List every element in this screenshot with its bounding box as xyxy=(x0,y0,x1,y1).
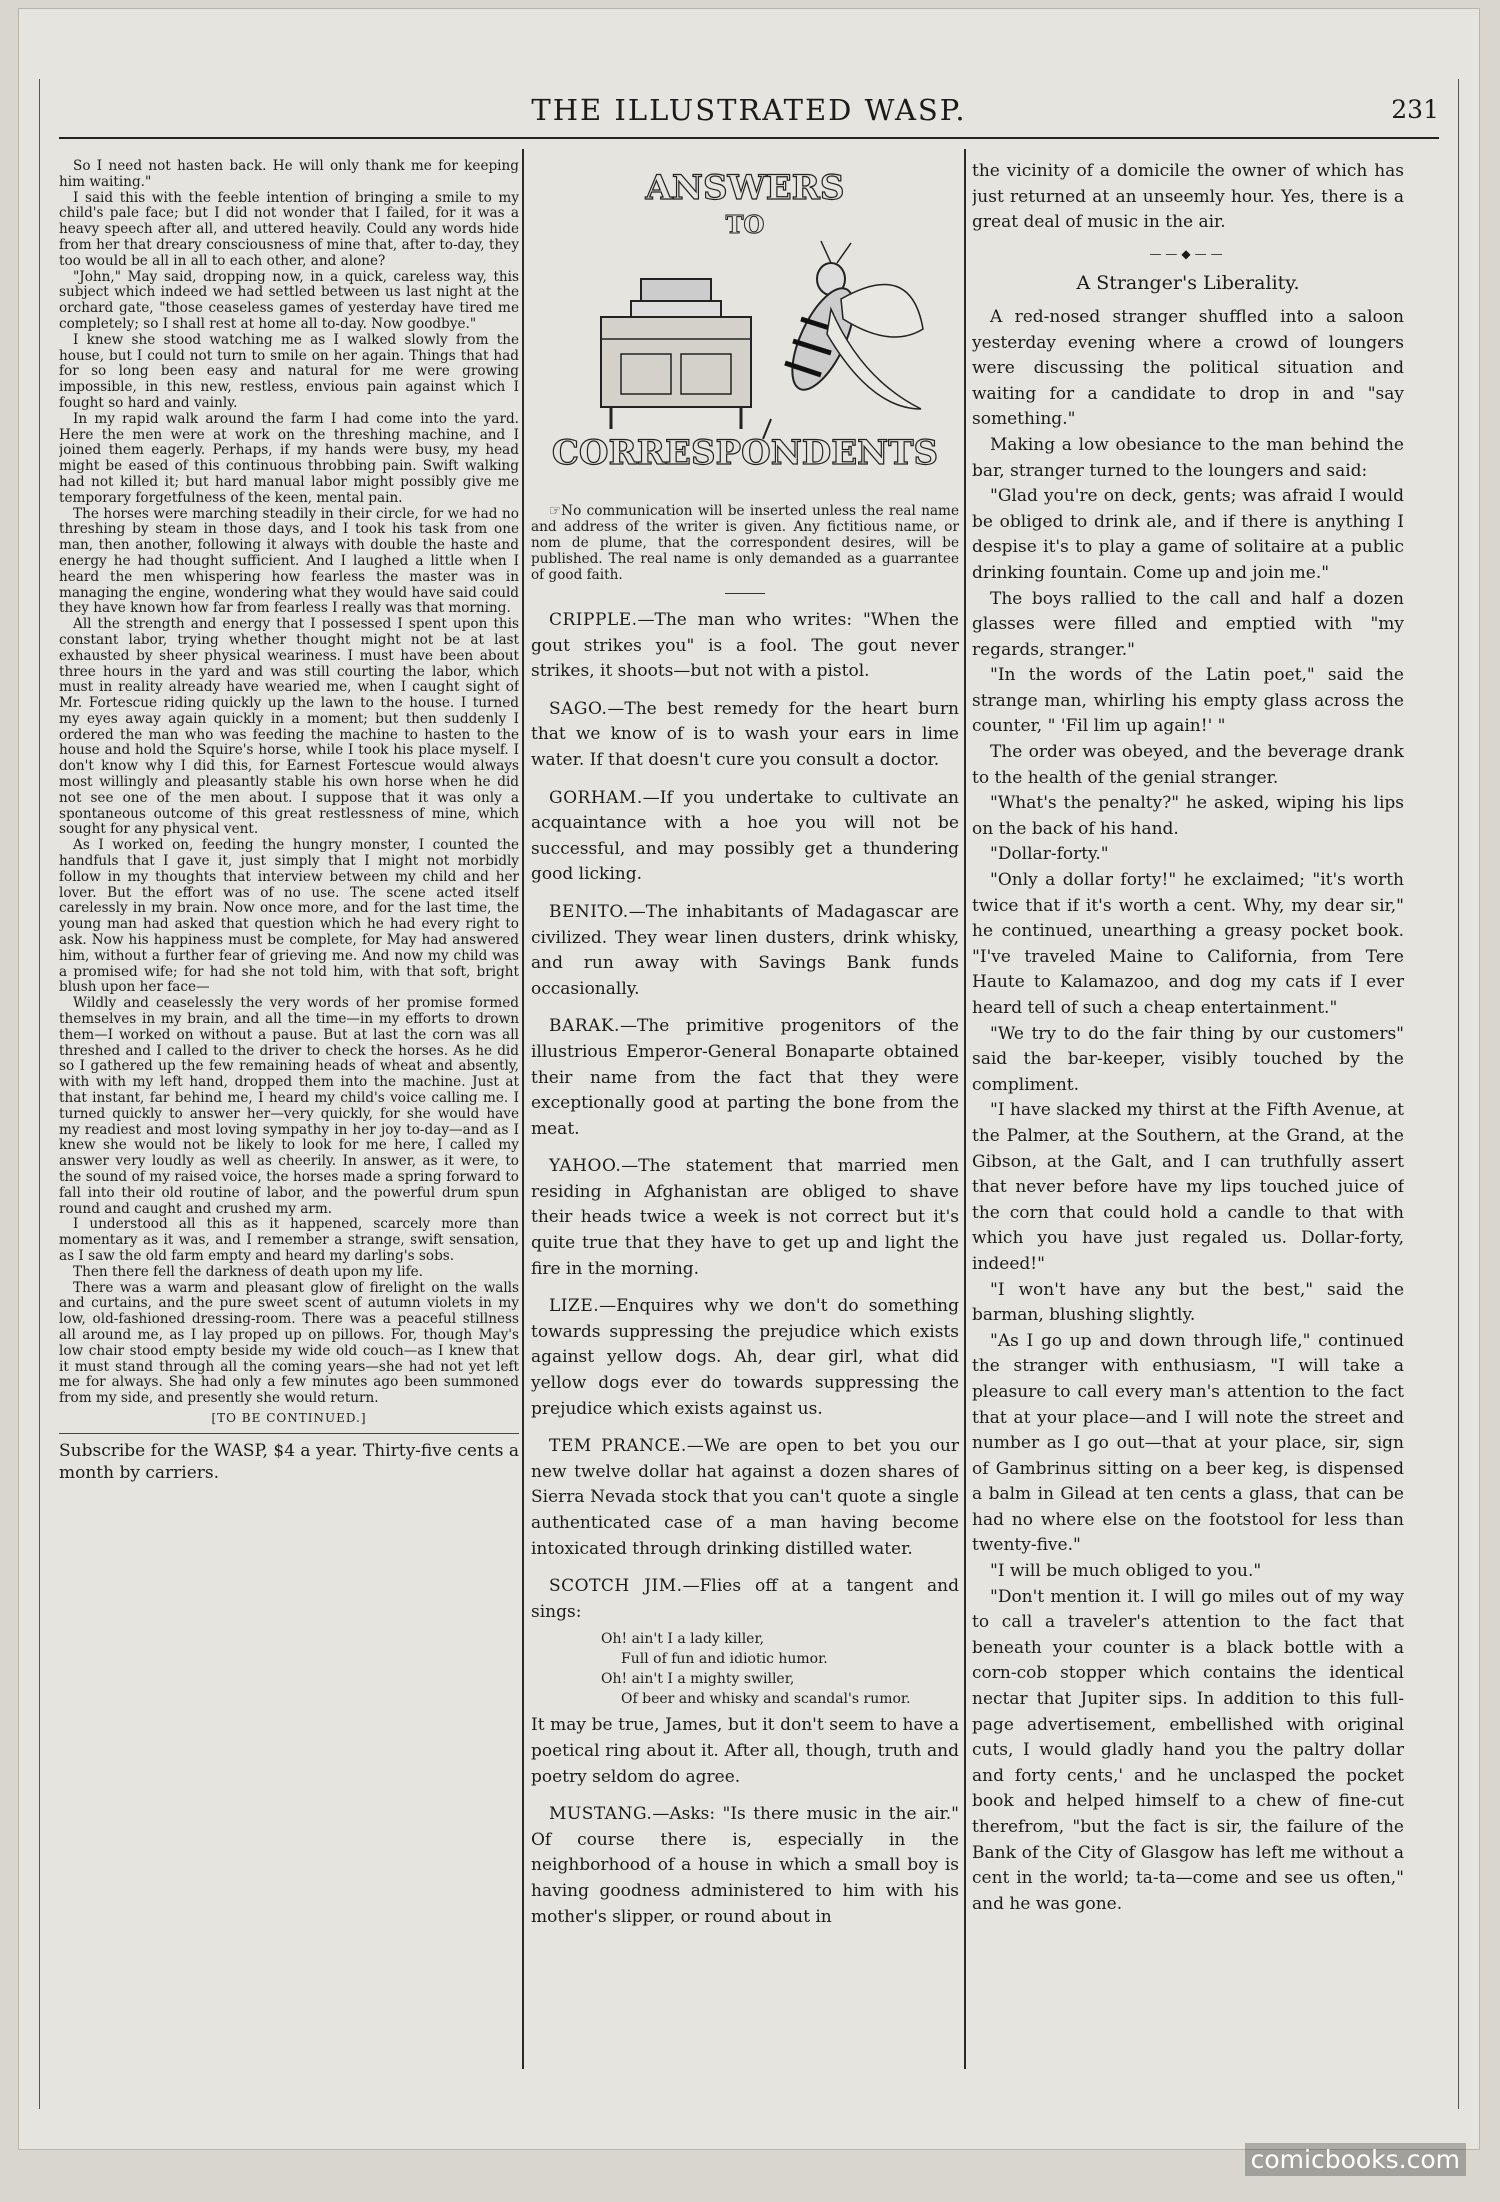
answer-text: —We are open to bet you our new twelve dollar hat against a dozen shares of Sierra Nevada stock that you can't quote a single authenticated case of a man having become intoxicated through drinking distilled water. xyxy=(531,1436,959,1559)
story-paragraph: As I worked on, feeding the hungry monster, I counted the handfuls that I gave it, just simply that I might not morbidly follow in my thoughts that interview between my child and her lover. But the effort was of no use. The scene acted itself carelessly in my brain. Now once more, and for the last time, the young man had asked that question which he had every right to ask. Now his happiness must be complete, for May had answered him, without a further fear of grieving me. And now my child was a promised wife; for had she not told him, with that soft, bright blush upon her face— xyxy=(59,837,519,996)
correspondent-name: LIZE. xyxy=(549,1296,600,1317)
article-paragraph: "In the words of the Latin poet," said the strange man, whirling his empty glass across the counter, " 'Fil lim up again!' " xyxy=(972,665,1404,737)
running-head xyxy=(59,89,1439,139)
article-paragraph: "Don't mention it. I will go miles out of my way to call a traveler's attention to the fact that beneath your counter is a black bottle with a corn-cob stopper which contains the identical nectar that Jupiter sips. In addition to this full-page advertisement, embellished with original cuts, I would gladly hand you the paltry dollar and forty cents,' and he unclasped the pocket book and helped himself to a chew of fine-cut therefrom, "but the fact is sir, the failure of the Bank of the City of Glasgow has left me without a cent in the world; ta-ta—come and see us often," and he was gone. xyxy=(972,1586,1404,1914)
correspondence-notice: ☞No communication will be inserted unless the real name and address of the writer is given. Any fictitious name, or nom de plume, that the correspondent desires, will be published. The real name is only demanded as a guarrantee of good faith. xyxy=(531,503,959,583)
story-paragraph: Then there fell the darkness of death upon my life. xyxy=(73,1263,423,1280)
column-rule-1 xyxy=(522,149,524,2069)
poem-line: Oh! ain't I a mighty swiller, xyxy=(601,1671,795,1688)
answers-masthead xyxy=(531,159,959,499)
masthead-answers-text: ANSWERS xyxy=(645,168,845,208)
scotch-jim-reply: It may be true, James, but it don't seem to have a poetical ring about it. After all, though, truth and poetry seldom do agree. xyxy=(531,1715,959,1787)
column-answers-to-correspondents xyxy=(531,159,959,1930)
correspondent-name: CRIPPLE. xyxy=(549,610,638,630)
page-border-right xyxy=(1458,79,1459,2109)
article-paragraph: "I have slacked my thirst at the Fifth Avenue, at the Palmer, at the Southern, at the Grand, at the Gibson, at the Galt, and I can truthfully assert that never before have my lips touched juice of the corn that could hold a candle to that with which you have just regaled us. Dollar-forty, indeed!" xyxy=(972,1100,1404,1274)
story-paragraph: "John," May said, dropping now, in a quick, careless way, this subject which indeed we had settled between us last night at the orchard gate, "those ceaseless games of yesterday have tired me completely; so I shall rest at home all to-day. Now goodbye." xyxy=(59,268,519,332)
watermark: comicbooks.com xyxy=(1245,2143,1466,2176)
story-paragraph: Wildly and ceaselessly the very words of her promise formed themselves in my brain, and all the time—in my efforts to drown them—I worked on without a pause. But at last the corn was all threshed and I called to the driver to check the horses. As he did so I gathered up the few remaining heads of wheat and absently, with with my left hand, dropped them into the machine. Just at that instant, far behind me, I heard my child's voice calling me. I turned quickly to answer her—very quickly, for she would have my readiest and most loving sympathy in her joy to-day—and as I knew she would not be likely to look for me here, I called my answer very loudly as well as cheerily. In answer, as it were, to the sound of my raised voice, the horses made a spring forward to fall into their old routine of labor, and the powerful drum spun round and caught and crushed my arm. xyxy=(59,995,519,1217)
story-paragraph: I knew she stood watching me as I walked slowly from the house, but I could not turn to smile on her again. Things that had for so long been easy and natural for me were growing impossible, in this new, restless, envious pain against which I fought so hard and vainly. xyxy=(59,331,519,411)
article-paragraph: "Only a dollar forty!" he exclaimed; "it's worth twice that if it's worth a cent. Why, my dear sir," he continued, unearthing a greasy pocket book. "I've traveled Maine to California, from Tere Haute to Kalamazoo, and dog my cats if I ever heard tell of such a cheap entertainment." xyxy=(972,870,1404,1018)
wasp-typewriter-illustration xyxy=(531,159,959,499)
answer-text: —The statement that married men residing in Afghanistan are obliged to shave their heads twice a week is not correct but it's quite true that they have to get up and light the fire in the morning. xyxy=(531,1156,959,1279)
publication-title: THE ILLUSTRATED WASP. xyxy=(531,93,967,127)
correspondent-name: BARAK. xyxy=(549,1016,620,1037)
poem-line: Oh! ain't I a lady killer, xyxy=(601,1631,765,1648)
column-serial-story xyxy=(59,159,519,1484)
answer-entry xyxy=(531,697,959,774)
answer-entry xyxy=(531,900,959,1002)
answer-text: —Enquires why we don't do something towards suppressing the prejudice which exists against yellow dogs. Ah, dear girl, what did yellow dogs ever do towards suppressing the prejudice which exists against us. xyxy=(531,1296,959,1419)
story-paragraph: All the strength and energy that I possessed I spent upon this constant labor, trying whether thought might not be at last exhausted by sheer physical weariness. I must have been about three hours in the yard and was still courting the labor, which must in reality already have wearied me, when I caught sight of Mr. Fortescue riding quickly up the lawn to the house. I turned my eyes away again quickly in a moment; but then suddenly I ordered the man who was feeding the machine to hasten to the house and hold the Squire's horse, while I took his place myself. I don't know why I did this, for Earnest Fortescue would always most willingly and pleasantly stable his own horse when he did not see one of the men about. I suppose that it was only a spontaneous outcome of this great restlessness of mine, which sought for any physical vent. xyxy=(59,616,519,838)
column-rule-2 xyxy=(964,149,966,2069)
article-paragraph: The boys rallied to the call and half a dozen glasses were filled and emptied with "my regards, stranger." xyxy=(972,588,1404,660)
desk-icon xyxy=(601,279,751,429)
answer-text: —Flies off at a tangent and sings: xyxy=(531,1576,959,1622)
answer-entry xyxy=(531,1294,959,1422)
answer-entry xyxy=(531,608,959,685)
story-paragraph: The horses were marching steadily in their circle, for we had no threshing by steam in those days, and I took his task from one man, then another, following it always with double the haste and energy he had thought sufficient. And I laughed a little when I heard the men whispering how fearless the master was in managing the engine, wondering what they would have said could they have known how far from fearless I really was that morning. xyxy=(59,505,519,617)
answer-mustang xyxy=(531,1802,959,1930)
article-paragraph: "As I go up and down through life," continued the stranger with enthusiasm, "I will take a pleasure to call every man's attention to the fact that at your place—and I will note the street and number as I go out—that at your place, sir, sign of Gambrinus sitting on a beer keg, is dispensed a balm in Gilead at ten cents a glass, that can be had no where else on the footstool for less than twenty-five." xyxy=(972,1330,1404,1556)
masthead-to-text: TO xyxy=(725,210,765,239)
section-title: A Stranger's Liberality. xyxy=(1076,272,1300,295)
answer-entry xyxy=(531,786,959,888)
to-be-continued: [TO BE CONTINUED.] xyxy=(211,1410,367,1425)
story-paragraph: I said this with the feeble intention of bringing a smile to my child's pale face; but I did not wonder that I failed, for it was a heavy speech after all, and uttered heavily. Could any words hide from her that dreary consciousness of mine that, after to-day, they too would be all in all to each other, and alone? xyxy=(59,189,519,269)
column-strangers-liberality xyxy=(972,159,1404,1917)
newspaper-page xyxy=(18,8,1480,2150)
correspondent-name: TEM PRANCE. xyxy=(549,1436,687,1457)
correspondent-name: MUSTANG. xyxy=(549,1804,653,1825)
answer-entry xyxy=(531,1434,959,1562)
story-paragraph: In my rapid walk around the farm I had come into the yard. Here the men were at work on the threshing machine, and I joined them eagerly. Perhaps, if my hands were busy, my head might be eased of this continuous throbbing pain. Swift walking had not killed it; but hard manual labor might possibly give me temporary forgetfulness of the keen, mental pain. xyxy=(59,410,519,506)
answer-text: —The best remedy for the heart burn that we know of is to wash your ears in lime water. If that doesn't cure you consult a doctor. xyxy=(531,698,959,770)
poem-line: Of beer and whisky and scandal's rumor. xyxy=(621,1691,911,1708)
article-paragraph: "What's the penalty?" he asked, wiping his lips on the back of his hand. xyxy=(972,793,1404,839)
correspondent-name: SAGO. xyxy=(549,698,608,719)
poem-verse xyxy=(601,1629,959,1709)
article-paragraph: "Dollar-forty." xyxy=(990,844,1109,865)
article-body xyxy=(972,305,1404,1917)
answer-text: —The man who writes: "When the gout strikes you" is a fool. The gout never strikes, it shoots—but not with a pistol. xyxy=(531,610,959,682)
article-paragraph: "I will be much obliged to you." xyxy=(990,1561,1262,1582)
story-paragraph: So I need not hasten back. He will only thank me for keeping him waiting." xyxy=(59,159,519,190)
article-paragraph: Making a low obesiance to the man behind the bar, stranger turned to the loungers and said: xyxy=(972,434,1404,481)
section-ornament: ——◆—— xyxy=(1149,246,1227,261)
answer-text: —The primitive progenitors of the illustrious Emperor-General Bonaparte obtained their name from the fact that they were exceptionally good at parting the bone from the meat. xyxy=(531,1016,959,1139)
continued-answer-text: the vicinity of a domicile the owner of which has just returned at an unseemly hour. Yes, there is a great deal of music in the air. xyxy=(972,161,1404,233)
subscribe-notice: Subscribe for the WASP, $4 a year. Thirty-five cents a month by carriers. xyxy=(59,1433,519,1484)
answer-entry xyxy=(531,1154,959,1282)
answer-scotch-jim xyxy=(531,1574,959,1625)
correspondent-name: BENITO. xyxy=(549,901,629,922)
answers-list xyxy=(531,608,959,1562)
page-border-left xyxy=(39,79,40,2109)
story-paragraph: I understood all this as it happened, scarcely more than momentary as it was, and I remember a strange, swift sensation, as I saw the old farm empty and heard my darling's sobs. xyxy=(59,1216,519,1264)
page-number: 231 xyxy=(1391,95,1439,124)
story-body xyxy=(59,159,519,1407)
article-paragraph: The order was obeyed, and the beverage drank to the health of the genial stranger. xyxy=(972,742,1404,788)
answer-entry xyxy=(531,1014,959,1142)
answer-text: —If you undertake to cultivate an acquaintance with a hoe you will not be successful, and may possibly get a thundering good licking. xyxy=(531,787,959,885)
masthead-correspondents-text: CORRESPONDENTS xyxy=(551,433,939,473)
correspondent-name: GORHAM. xyxy=(549,787,643,808)
article-paragraph: A red-nosed stranger shuffled into a saloon yesterday evening where a crowd of loungers were discussing the political situation and waiting for a candidate to drop in and "say something." xyxy=(972,306,1404,430)
answer-text: —The inhabitants of Madagascar are civilized. They wear linen dusters, drink whisky, and run away with Savings Bank funds occasionally. xyxy=(531,901,959,999)
wasp-icon xyxy=(763,241,923,439)
short-rule xyxy=(725,593,765,594)
answer-text: —Asks: "Is there music in the air." Of course there is, especially in the neighborhood of a house in which a small boy is having goodness administered to him with his mother's slipper, or round about in xyxy=(531,1804,959,1927)
article-paragraph: "Glad you're on deck, gents; was afraid I would be obliged to drink ale, and if there is anything I despise it's to play a game of solitaire at a public drinking fountain. Come up and join me." xyxy=(972,486,1404,583)
correspondent-name: YAHOO. xyxy=(549,1156,622,1177)
poem-line: Full of fun and idiotic humor. xyxy=(621,1651,828,1668)
article-paragraph: "We try to do the fair thing by our customers" said the bar-keeper, visibly touched by the compliment. xyxy=(972,1023,1404,1095)
article-paragraph: "I won't have any but the best," said the barman, blushing slightly. xyxy=(972,1279,1404,1326)
correspondent-name: SCOTCH JIM. xyxy=(549,1576,683,1597)
story-paragraph: There was a warm and pleasant glow of firelight on the walls and curtains, and the pure sweet scent of autumn violets in my low, old-fashioned dressing-room. There was a peaceful stillness all around me, as I lay proped up on pillows. For, though May's low chair stood empty beside my wide old couch—as I knew that it must stand through all the coming years—she had not yet left me for always. She had only a few minutes ago been summoned from my side, and presently she would return. xyxy=(59,1279,519,1407)
